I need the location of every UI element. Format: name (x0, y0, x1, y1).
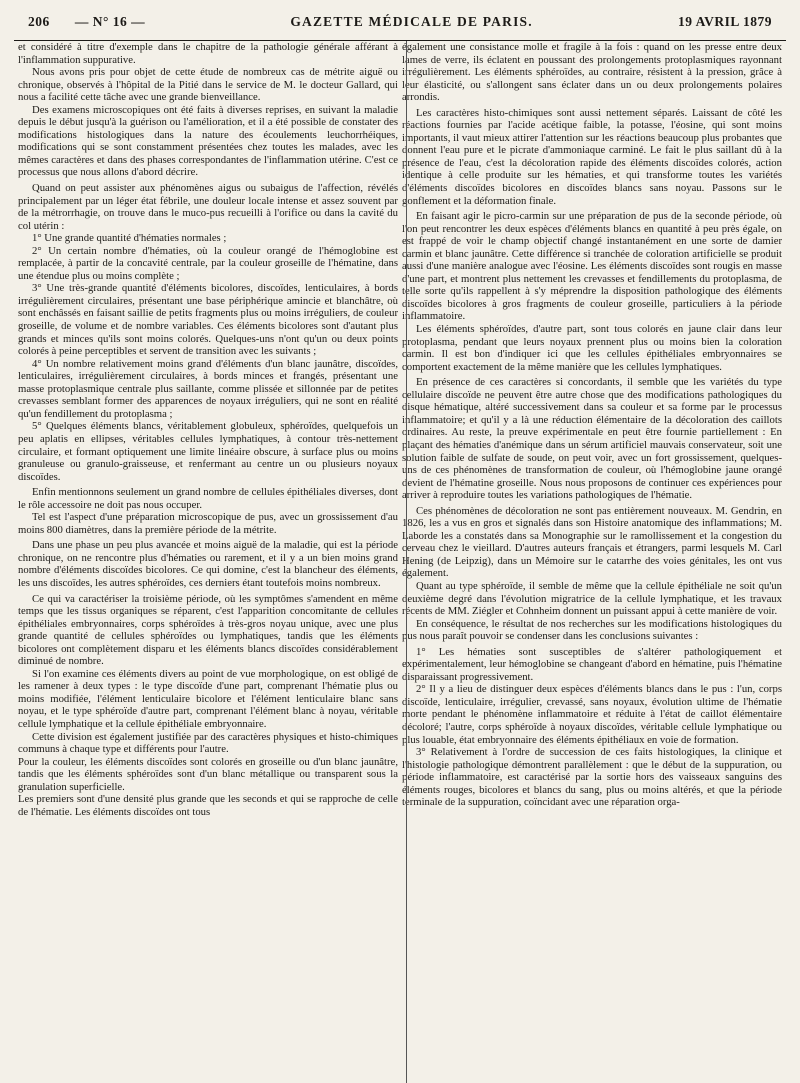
list-item: 1° Les hématies sont susceptibles de s'altérer pathologiquement et expérimentalement, leur hémoglobine se changeant d'abord en hématine, puis l'hématine disparaissant progressivement. (402, 645, 782, 683)
article-columns (14, 41, 786, 1083)
journal-title: GAZETTE MÉDICALE DE PARIS. (290, 14, 533, 29)
paragraph: Tel est l'aspect d'une préparation microscopique de pus, avec un grossissement d'au moins 800 diamètres, dans la première période de la métrite. (18, 511, 398, 536)
page-number: 206 (28, 14, 50, 29)
paragraph: En conséquence, le résultat de nos recherches sur les modifications histologiques du pus nous paraît pouvoir se condenser dans les conclusions suivantes : (402, 617, 782, 643)
paragraph: Si l'on examine ces éléments divers au point de vue morphologique, on est obligé de les ramener à deux types : le type discoïde d'une part, comprenant l'hématie plus ou moins modifiée, l'élément lenticulaire bicolore et l'élément lenticulaire blanc sans noyau, et le type sphéroïde d'autre part, comprenant l'élément blanc à noyau, véritable cellule lymphatique et la cellule épithéliale embryonnaire. (18, 667, 398, 730)
issue-number: — N° 16 — (74, 14, 146, 29)
paragraph: En présence de ces caractères si concordants, il semble que les variétés du type cellulaire discoïde ne peuvent être autre chose que des modifications pathologiques du disque hématique, altéré successivement dans sa couleur et sa forme par le processus inflammatoire; et qu'il y a là une réduction élémentaire de la décoloration des caillots ordinaires. Au reste, la preuve expérimentale en peut être fournie partiellement : En plaçant des hématies d'anémique dans un sérum artificiel mauvais conservateur, soit une solution faible de sulfate de soude, on peut voir, avec un fort grossissement, quelques-uns de ces phénomènes de transformation de couleur, où l'hémoglobine jaune orangé devient de l'hématine groseille. Nous nous proposons de continuer ces expériences pour arriver à reproduire toutes les variations pathologiques de l'hématie. (402, 376, 782, 502)
paragraph: Pour la couleur, les éléments discoïdes sont colorés en groseille ou d'un blanc jaunâtre, tandis que les éléments sphéroïdes sont d'un blanc métallique ou transparent sous la granulation superficielle. (18, 755, 398, 793)
paragraph: Cette division est également justifiée par des caractères physiques et histo-chimiques communs à chaque type et différents pour l'autre. (18, 730, 398, 756)
list-item: 5° Quelques éléments blancs, véritablement globuleux, sphéroïdes, quelquefois un peu aplatis en ellipses, véritables cellules lymphatiques, à contour très-nettement circulaire, et formant optiquement une limite linéaire obscure, à surface plus ou moins granuleuse ou granulo-graisseuse, et renfermant au centre un ou plusieurs noyaux discoïdes. (18, 420, 398, 483)
list-item: 3° Une très-grande quantité d'éléments bicolores, discoïdes, lenticulaires, à bords irrégulièrement circulaires, présentant une base périphérique amincie et blanchâtre, où sont enchâssés en faisant saillie de petits fragments plus ou moins irréguliers, de couleur groseille, de volume et de nombre variables. Ces éléments bicolores sont d'autant plus grands et minces qu'ils sont moins colorés. Quelques-uns n'ont qu'un ou deux points colorés à peine perceptibles et servent de transition avec les suivants ; (18, 282, 398, 358)
paragraph: Quant au type sphéroïde, il semble de même que la cellule épithéliale ne soit qu'un deuxième degré dans l'évolution migratrice de la cellule lymphatique, et les travaux récents de MM. Ziégler et Cohnheim donnent un puissant appui à cette manière de voir. (402, 579, 782, 618)
paragraph: Les premiers sont d'une densité plus grande que les seconds et qui se rapproche de celle de l'hématie. Les éléments discoïdes ont tous (18, 793, 398, 818)
list-item: 2° Il y a lieu de distinguer deux espèces d'éléments blancs dans le pus : l'un, corps discoïde, lenticulaire, irrégulier, crevassé, sans noyaux, évolution ultime de l'hématie morte pendant le phénomène inflammatoire et réduite à l'état de caillot élémentaire décoloré; l'autre, corps sphéroïde à noyaux discoïdes, véritable cellule lymphatique ou plus louable, état embryonnaire des éléments épithéliaux en voie de formation. (402, 683, 782, 746)
list-item: 4° Un nombre relativement moins grand d'éléments d'un blanc jaunâtre, discoïdes, lenticulaires, irrégulièrement circulaires, à bords minces et frangés, présentant une masse protoplasmique centrale plus saillante, comme plissée et sillonnée par de petites crevasses semblant former des apparences de noyaux irréguliers, qui ne sont en réalité qu'un fendillement du protoplasma ; (18, 357, 398, 420)
list-item: 2° Un certain nombre d'hématies, où la couleur orangé de l'hémoglobine est remplacée, à partir de la concavité centrale, par la couleur groseille de l'hématine, dans une étendue plus ou moins complète ; (18, 244, 398, 282)
paragraph: et considéré à titre d'exemple dans le chapitre de la pathologie générale afférant à l'inflammation suppurative. (18, 41, 398, 66)
paragraph: Quand on peut assister aux phénomènes aigus ou subaigus de l'affection, révélés principalement par un léger état fébrile, une douleur locale intense et assez souvent par de la métrorrhagie, on trouve dans le muco-pus recueilli à l'orifice ou dans la cavité du col utérin : (18, 182, 398, 232)
list-item: 1° Une grande quantité d'hématies normales ; (32, 232, 227, 245)
paragraph: Des examens microscopiques ont été faits à diverses reprises, en suivant la maladie depuis le début jusqu'à la guérison ou l'amélioration, et il a été possible de constater des modifications histologiques dans la nature des écoulements leuchorrhéiques, modifications qui se sont constamment présentées chez toutes les malades, avec les mêmes caractères et dans des phases correspondantes de l'inflammation utérine. C'est ce processus que nous allons d'abord décrire. (18, 103, 398, 179)
paragraph: Ces phénomènes de décoloration ne sont pas entièrement nouveaux. M. Gendrin, en 1826, les a vus en gros et signalés dans son Histoire anatomique des inflammations; M. Laborde les a constatés dans sa Monographie sur le ramollissement et la congestion du cerveau chez le vieillard. D'autres auteurs français et étrangers, parmi lesquels M. Carl Hening (de Leipzig), dans un Mémoire sur le catarrhe des voies génitales, les ont vus également. (402, 504, 782, 580)
left-column (14, 41, 398, 1083)
paragraph: également une consistance molle et fragile à la fois : quand on les presse entre deux lames de verre, ils éclatent en poussant des prolongements protoplasmiques rayonnant irrégulièrement. Les éléments sphéroïdes, au contraire, résistent à la pression, grâce à leur élasticité, ou s'allongent sans éclater dans un ou deux prolongements polaires arrondis. (402, 41, 782, 104)
paragraph: Enfin mentionnons seulement un grand nombre de cellules épithéliales diverses, dont le rôle accessoire ne doit pas nous occuper. (18, 486, 398, 511)
issue-date: 19 AVRIL 1879 (677, 14, 772, 29)
paragraph: Dans une phase un peu plus avancée et moins aiguë de la maladie, qui est la période chronique, on ne rencontre plus d'hématies ou rarement, et il y a un bien moins grand nombre d'éléments discoïdes bicolores. Ce qui domine, c'est la blancheur des éléments, les uns discoïdes, les autres sphéroïdes, ces derniers étant toutefois moins nombreux. (18, 539, 398, 589)
paragraph: Les éléments sphéroïdes, d'autre part, sont tous colorés en jaune clair dans leur protoplasma, pendant que leurs noyaux prennent plus ou moins bien la coloration carmin. Il est bon d'indiquer ici que les cellules épithéliales embryonnaires se comportent exactement de la même manière que les cellules lymphatiques. (402, 323, 782, 373)
right-column (402, 41, 786, 1083)
paragraph: En faisant agir le picro-carmin sur une préparation de pus de la seconde période, où l'on peut rencontrer les deux espèces d'éléments blancs en quantité à peu près égale, on est frappé de voir le champ objectif changé instantanément en une sorte de damier carmin et blanc jaunâtre. Cette différence si tranchée de coloration artificielle se produit aussi d'une manière analogue avec l'éosine. Les éléments discoïdes sont rougis en masse d'une part, et montrent plus nettement les crevasses et fendillements du protoplasma, de telle sorte qu'ils rappellent à s'y méprendre la disposition pathologique des éléments discoïdes bicolores à gros fragments de couleur groseille, particuliers à la période inflammatoire. (402, 210, 782, 323)
paragraph: Ce qui va caractériser la troisième période, où les symptômes s'amendent en même temps que les tissus organiques se réparent, c'est l'apparition concomitante de cellules épithéliales embryonnaires, corps sphéroïdes à très-gros noyau unique, avec une plus grande quantité de cellules sphéroïdes ou lymphatiques, tandis que les éléments bicolores ont complètement disparu et les éléments blancs discoïdes considérablement diminué de nombre. (18, 592, 398, 668)
page-header (14, 14, 786, 38)
paragraph: Nous avons pris pour objet de cette étude de nombreux cas de métrite aiguë ou chronique, observés à l'hôpital de la Pitié dans le service de M. le docteur Gallard, qui nous a facilité cette tâche avec une grande bienveillance. (18, 66, 398, 104)
list-item: 3° Relativement à l'ordre de succession de ces faits histologiques, la clinique et l'histologie pathologique démontrent parallèlement : que le début de la suppuration, ou période inflammatoire, est caractérisé par la sortie hors des vaisseaux sanguins des éléments rouges, bicolores et blancs du sang, plus ou moins altérés, et que la période terminale de la suppuration, coïncidant avec une réparation orga- (402, 746, 782, 809)
paragraph: Les caractères histo-chimiques sont aussi nettement séparés. Laissant de côté les réactions fournies par l'acide acétique faible, la potasse, l'éosine, qui sont moins importants, il vaut mieux attirer l'attention sur les réactions beaucoup plus probantes que donnent l'eau pure et le picrate d'ammoniaque carminé. Le fait le plus saillant dû à la présence de l'eau, c'est la décoloration rapide des éléments discoïdes colorés, action identique à celle produite sur les hématies, et qui transforme toutes les variétés d'éléments discoïdes bicolores en discoïdes blancs sans noyau. Passons sur le gonflement et la déformation finale. (402, 106, 782, 207)
